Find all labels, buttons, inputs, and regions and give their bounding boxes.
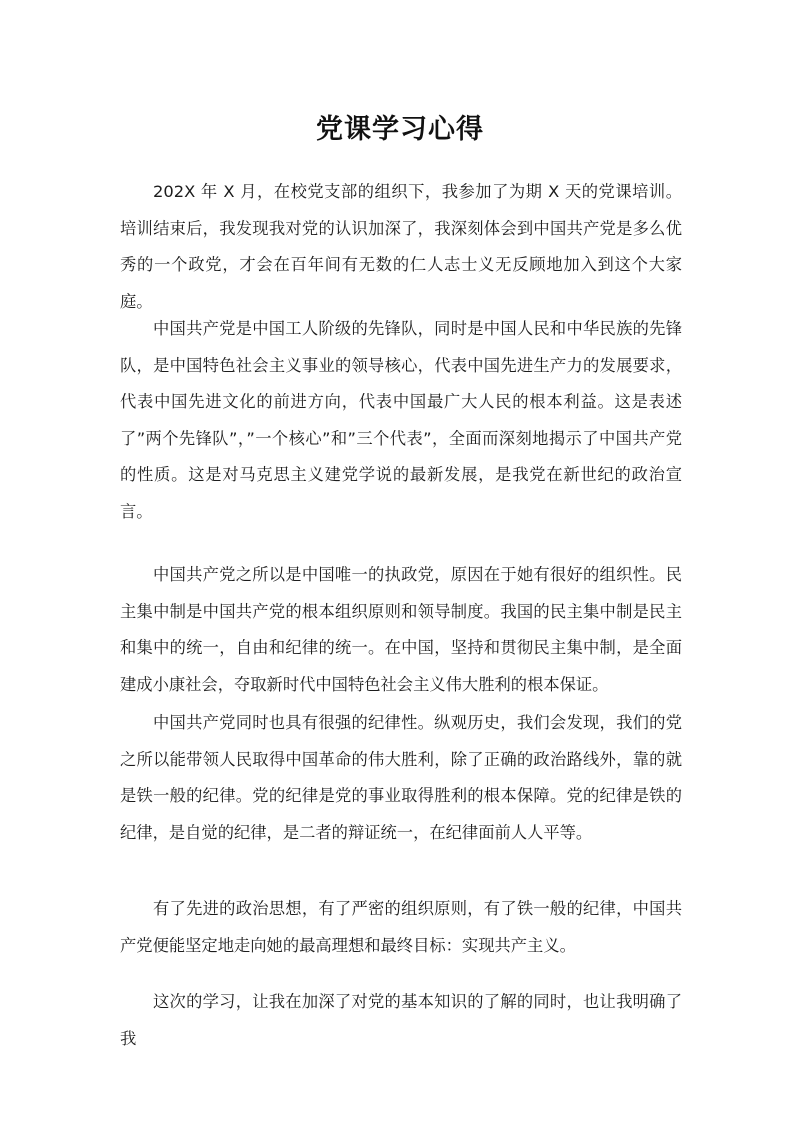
- document-title: 党课学习心得: [316, 114, 484, 145]
- paragraph: 有了先进的政治思想，有了严密的组织原则，有了铁一般的纪律，中国共产党便能坚定地走向她的最高理想和最终目标：实现共产主义。: [120, 899, 682, 955]
- paragraph: 中国共产党是中国工人阶级的先锋队，同时是中国人民和中华民族的先锋队，是中国特色社会主义事业的领导核心，代表中国先进生产力的发展要求，代表中国先进文化的前进方向，代表中国最广大人民的根本利益。这是表述了”两个先锋队”，”一个核心”和”三个代表”，全面而深刻地揭示了中国共产党的性质。这是对马克思主义建党学说的最新发展，是我党在新世纪的政治宣言。: [120, 319, 682, 521]
- paragraph: 202X 年 X 月，在校党支部的组织下，我参加了为期 X 天的党课培训。培训结束后，我发现我对党的认识加深了，我深刻体会到中国共产党是多么优秀的一个政党，才会在百年间有无数的仁人志士义无反顾地加入到这个大家庭。: [120, 182, 682, 311]
- paragraph: 中国共产党之所以是中国唯一的执政党，原因在于她有很好的组织性。民主集中制是中国共产党的根本组织原则和领导制度。我国的民主集中制是民主和集中的统一，自由和纪律的统一。在中国，坚持和贯彻民主集中制，是全面建成小康社会，夺取新时代中国特色社会主义伟大胜利的根本保证。: [120, 565, 682, 694]
- paragraph: 中国共产党同时也具有很强的纪律性。纵观历史，我们会发现，我们的党之所以能带领人民取得中国革命的伟大胜利，除了正确的政治路线外，靠的就是铁一般的纪律。党的纪律是党的事业取得胜利的根本保障。党的纪律是铁的纪律，是自觉的纪律，是二者的辩证统一，在纪律面前人人平等。: [120, 713, 682, 842]
- paragraph: 这次的学习，让我在加深了对党的基本知识的了解的同时，也让我明确了我: [120, 992, 682, 1048]
